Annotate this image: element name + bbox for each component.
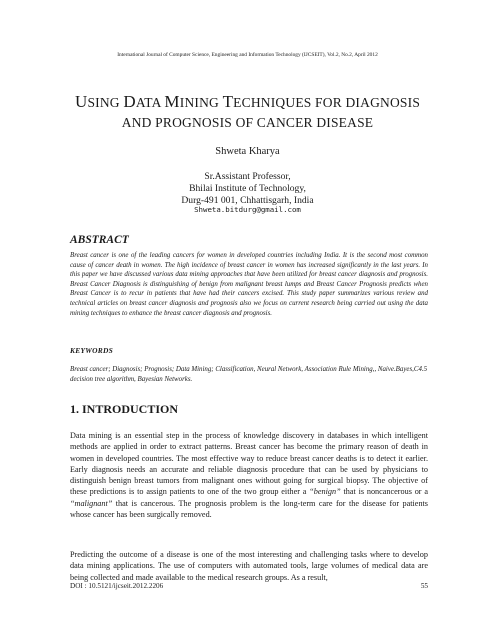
introduction-paragraph-1: Data mining is an essential step in the process of knowledge discovery in databases in which intelligent methods are applied in order to extract patterns. Breast cancer has become the primary reason of death in women in developed countries. The most effective way to reduce breast cancer deaths is to detect it earlier. Early diagnosis needs an accurate and reliable diagnosis procedure that can be used by physicians to distinguish benign breast tumors from malignant ones without going for surgical biopsy. The objective of these predictions is to assign patients to one of the two group either a “benign” that is noncancerous or a “malignant” that is cancerous. The prognosis problem is the long-term care for the disease for patients whose cancer has been surgically removed.: [70, 431, 428, 520]
keywords-heading: KEYWORDS: [70, 346, 114, 355]
title-line-2: AND PROGNOSIS OF CANCER DISEASE: [121, 115, 374, 130]
page-number: 55: [420, 582, 428, 590]
author-position: Sr.Assistant Professor,: [204, 171, 291, 182]
author-name: Shweta Kharya: [215, 146, 280, 157]
footer-doi: DOI : 10.5121/ijcseit.2012.2206: [70, 582, 164, 590]
paper-title: [40, 92, 455, 133]
abstract-body: Breast cancer is one of the leading cancers for women in developed countries including India. It is the second most common cause of cancer death in women. The high incidence of breast cancer in women has increased significantly in the last years. In this paper we have discussed various data mining approaches that have been utilized for breast cancer diagnosis and prognosis. Breast Cancer Diagnosis is distinguishing of benign from malignant breast lumps and Breast Cancer Prognosis predicts when Breast Cancer is to recur in patients that have had their cancers excised. This study paper summarizes various review and technical articles on breast cancer diagnosis and prognosis also we focus on current research being carried out using the data mining techniques to enhance the breast cancer diagnosis and prognosis.: [70, 252, 428, 317]
author-institute: Bhilai Institute of Technology,: [189, 182, 306, 194]
term-benign: “benign”: [309, 487, 341, 497]
term-malignant: “malignant”: [70, 498, 113, 508]
author-location: Durg-491 001, Chhattisgarh, India: [181, 194, 314, 206]
author-email: Shweta.bitdurg@gmail.com: [194, 205, 301, 214]
title-line-1: USING DATA MINING TECHNIQUES FOR DIAGNOSIS: [74, 92, 421, 111]
section-heading-introduction: 1. INTRODUCTION: [70, 402, 179, 416]
author-affiliation: [0, 171, 495, 206]
journal-header: International Journal of Computer Science, Engineering and Information Technology (IJCSEIT), Vol.2, No.2, April 2012: [117, 52, 378, 58]
keywords-body: Breast cancer; Diagnosis; Prognosis; Data Mining; Classification, Neural Network, Association Rule Mining,, Naive.Bayes,C4.5 decision tree algorithm, Bayesian Networks.: [70, 366, 428, 383]
abstract-heading: ABSTRACT: [70, 234, 129, 246]
introduction-paragraph-2: Predicting the outcome of a disease is one of the most interesting and challenging tasks where to develop data mining applications. The use of computers with automated tools, large volumes of medical data are being collected and made available to the medical research groups. As a result,: [70, 550, 428, 582]
